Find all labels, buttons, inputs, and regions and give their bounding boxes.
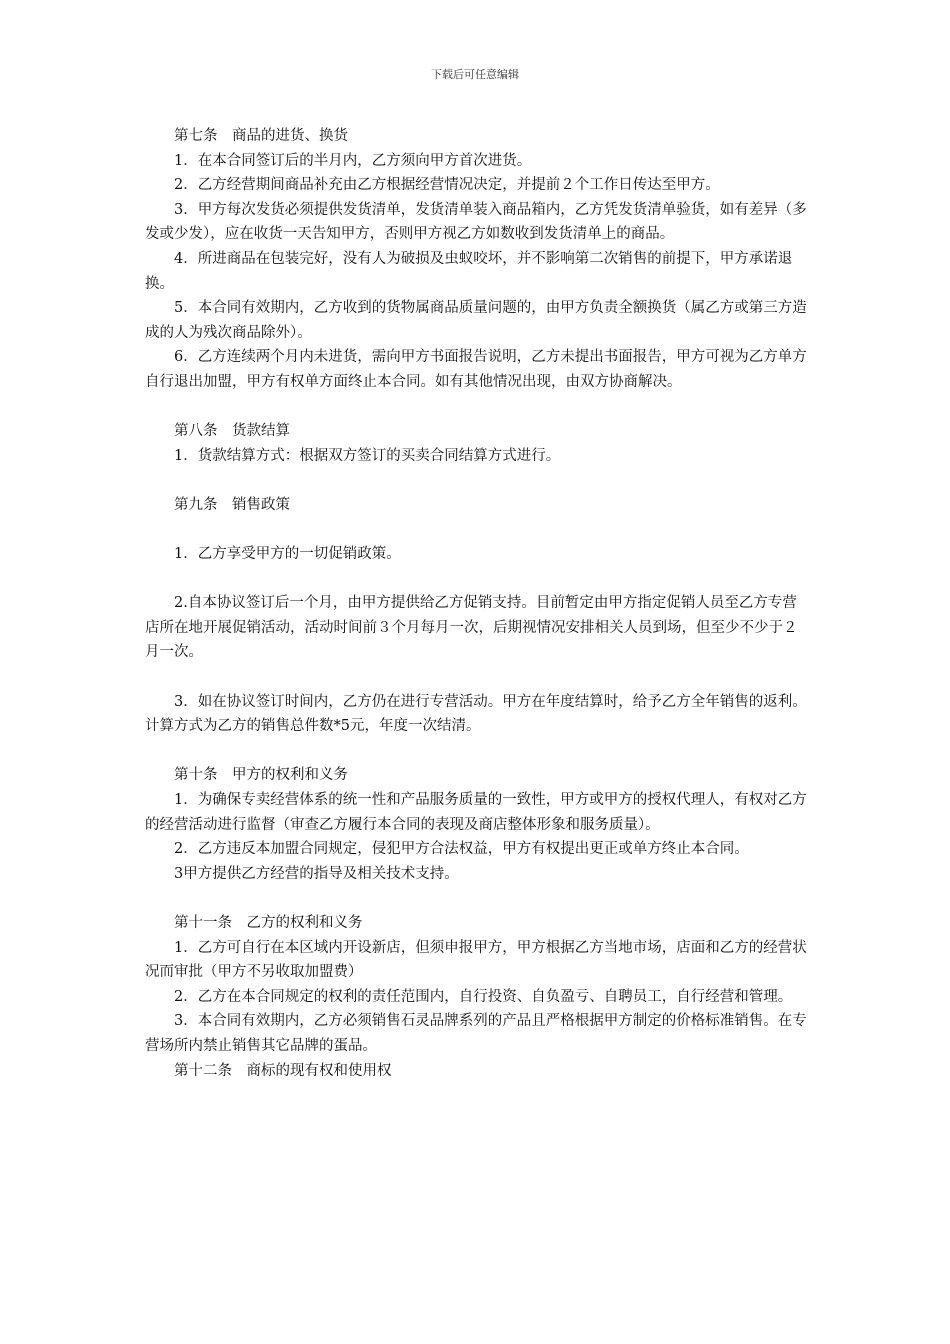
clause-paragraph: 1．乙方享受甲方的一切促销政策。 xyxy=(174,546,401,563)
blank-line xyxy=(145,665,810,690)
clause-paragraph: 1．为确保专卖经营体系的统一性和产品服务质量的一致性，甲方或甲方的授权代理人，有权对乙方的经营活动进行监督（审查乙方履行本合同的表现及商店整体形象和服务质量）。 xyxy=(145,792,807,833)
clause-paragraph: 5．本合同有效期内，乙方收到的货物属商品质量问题的，由甲方负责全额换货（属乙方或第三方造成的人为残次商品除外）。 xyxy=(145,300,807,341)
page-header: 下载后可任意编辑 xyxy=(431,68,519,81)
blank-line xyxy=(145,739,810,764)
blank-line xyxy=(145,518,810,543)
clause-paragraph: 3．甲方每次发货必须提供发货清单，发货清单装入商品箱内，乙方凭发货清单验货，如有差异（多发或少发），应在收货一天告知甲方，否则甲方视乙方如数收到发货清单上的商品。 xyxy=(145,201,807,243)
document-body xyxy=(145,124,810,1083)
clause-paragraph: 2．乙方经营期间商品补充由乙方根据经营情况决定，并提前２个工作日传达至甲方。 xyxy=(174,177,720,194)
blank-line xyxy=(145,395,810,420)
clause-paragraph: 1．乙方可自行在本区域内开设新店，但须申报甲方，甲方根据乙方当地市场，店面和乙方的经营状况而审批（甲方不另收取加盟费） xyxy=(145,939,807,981)
section-title: 第十条 甲方的权利和义务 xyxy=(174,767,348,784)
blank-line xyxy=(145,468,810,493)
clause-paragraph: 3．如在协议签订时间内，乙方仍在进行专营活动。甲方在年度结算时，给予乙方全年销售的返利。计算方式为乙方的销售总件数*5元，年度一次结清。 xyxy=(145,693,807,735)
section-title: 第十二条 商标的现有权和使用权 xyxy=(174,1062,392,1079)
blank-line xyxy=(145,886,810,911)
clause-paragraph: 3甲方提供乙方经营的指导及相关技术支持。 xyxy=(174,865,459,882)
section-title: 第七条 商品的进货、换货 xyxy=(174,128,348,144)
clause-paragraph: 2.自本协议签订后一个月，由甲方提供给乙方促销支持。目前暂定由甲方指定促销人员至乙方专营店所在地开展促销活动，活动时间前３个月每月一次，后期视情况安排相关人员到场，但至少不少于２月一次。 xyxy=(145,595,798,661)
blank-line xyxy=(145,567,810,592)
clause-paragraph: 2．乙方违反本加盟合同规定，侵犯甲方合法权益，甲方有权提出更正或单方终止本合同。 xyxy=(174,841,749,858)
clause-paragraph: 4．所进商品在包装完好，没有人为破损及虫蚁咬坏，并不影响第二次销售的前提下，甲方承诺退换。 xyxy=(145,250,793,292)
clause-paragraph: 1．货款结算方式：根据双方签订的买卖合同结算方式进行。 xyxy=(174,447,561,464)
section-title: 第十一条 乙方的权利和义务 xyxy=(174,915,363,931)
clause-paragraph: 3．本合同有效期内，乙方必须销售石灵品牌系列的产品且严格根据甲方制定的价格标准销售。在专营场所内禁止销售其它品牌的蛋品。 xyxy=(145,1013,807,1054)
section-title: 第九条 销售政策 xyxy=(174,496,290,513)
clause-paragraph: 1．在本合同签订后的半月内，乙方须向甲方首次进货。 xyxy=(174,152,532,169)
section-title: 第八条 货款结算 xyxy=(174,423,290,440)
clause-paragraph: 6．乙方连续两个月内未进货，需向甲方书面报告说明，乙方未提出书面报告，甲方可视为乙方单方自行退出加盟，甲方有权单方面终止本合同。如有其他情况出现，由双方协商解决。 xyxy=(145,349,807,390)
clause-paragraph: 2．乙方在本合同规定的权利的责任范围内，自行投资、自负盈亏、自聘员工，自行经营和管理。 xyxy=(174,988,793,1005)
